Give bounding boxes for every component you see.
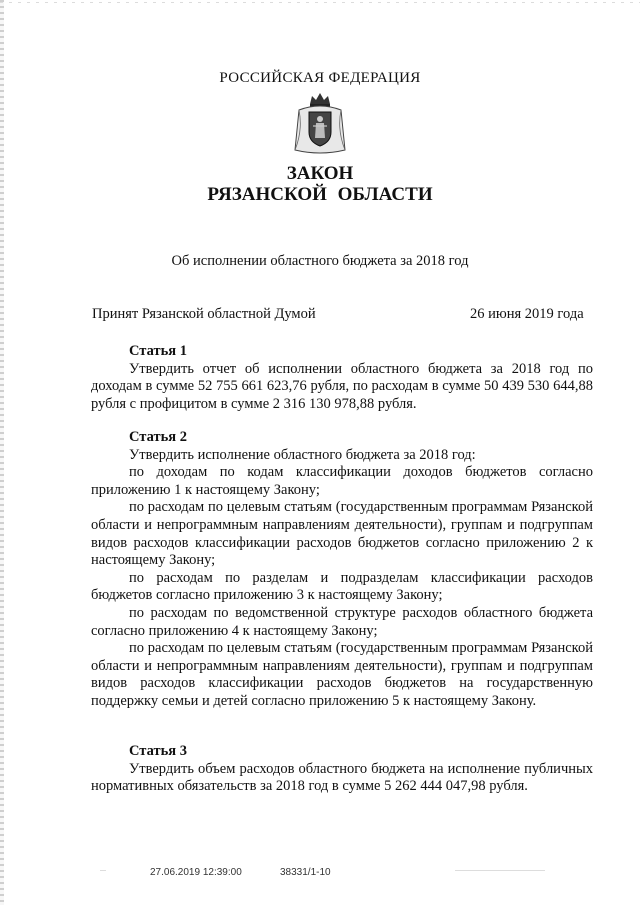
scan-noise [100, 870, 106, 871]
article-3 [91, 743, 593, 796]
article-paragraph: по расходам по целевым статьям (государственным программам Рязанской области и непрограммным направлениям деятельности), группам и подгруппам видов расходов классификации расходов бюджетов на государственную поддержку семьи и детей согласно приложению 5 к настоящему Закону. [91, 640, 593, 709]
article-paragraph: по расходам по целевым статьям (государственным программам Рязанской области и непрограммным направлениям деятельности), группам и подгруппам видов расходов классификации расходов бюджетов согласно приложению 2 к настоящему Закону; [91, 499, 593, 569]
adoption-date: 26 июня 2019 года [470, 306, 584, 322]
article-heading: Статья 2 [129, 429, 187, 445]
document-type: ЗАКОН [286, 163, 354, 184]
article-heading: Статья 3 [129, 743, 187, 759]
article-paragraph: Утвердить исполнение областного бюджета за 2018 год: [129, 446, 476, 463]
law-subject: Об исполнении областного бюджета за 2018 год [171, 253, 469, 269]
article-paragraph: Утвердить отчет об исполнении областного бюджета за 2018 год по доходам в сумме 52 755 661 623,76 рубля, по расходам в сумме 50 439 530 644,88 рубля с профицитом в сумме 2 316 130 978,88 рубля. [91, 360, 593, 412]
region-name: РЯЗАНСКОЙ ОБЛАСТИ [207, 184, 433, 205]
country-name: РОССИЙСКАЯ ФЕДЕРАЦИЯ [219, 70, 421, 86]
scan-top-artifact [0, 2, 640, 3]
article-paragraph: по расходам по разделам и подразделам классификации расходов бюджетов согласно приложению 3 к настоящему Закону; [91, 569, 593, 604]
footer-registration-number: 38331/1-10 [280, 867, 331, 878]
article-heading: Статья 1 [129, 343, 187, 359]
article-paragraph: по доходам по кодам классификации доходов бюджетов согласно приложению 1 к настоящему Закону; [91, 464, 593, 498]
footer-timestamp: 27.06.2019 12:39:00 [150, 867, 242, 878]
adopted-by: Принят Рязанской областной Думой [92, 306, 316, 322]
article-paragraph: по расходам по ведомственной структуре расходов областного бюджета согласно приложению 4 к настоящему Закону; [91, 604, 593, 639]
scan-noise [455, 870, 545, 871]
coat-of-arms-icon [293, 90, 347, 156]
scan-edge-artifact [0, 0, 4, 905]
article-paragraph: Утвердить объем расходов областного бюджета на исполнение публичных нормативных обязательств за 2018 год в сумме 5 262 444 047,98 рубля. [91, 760, 593, 795]
article-2 [91, 429, 593, 711]
article-1 [91, 343, 593, 413]
